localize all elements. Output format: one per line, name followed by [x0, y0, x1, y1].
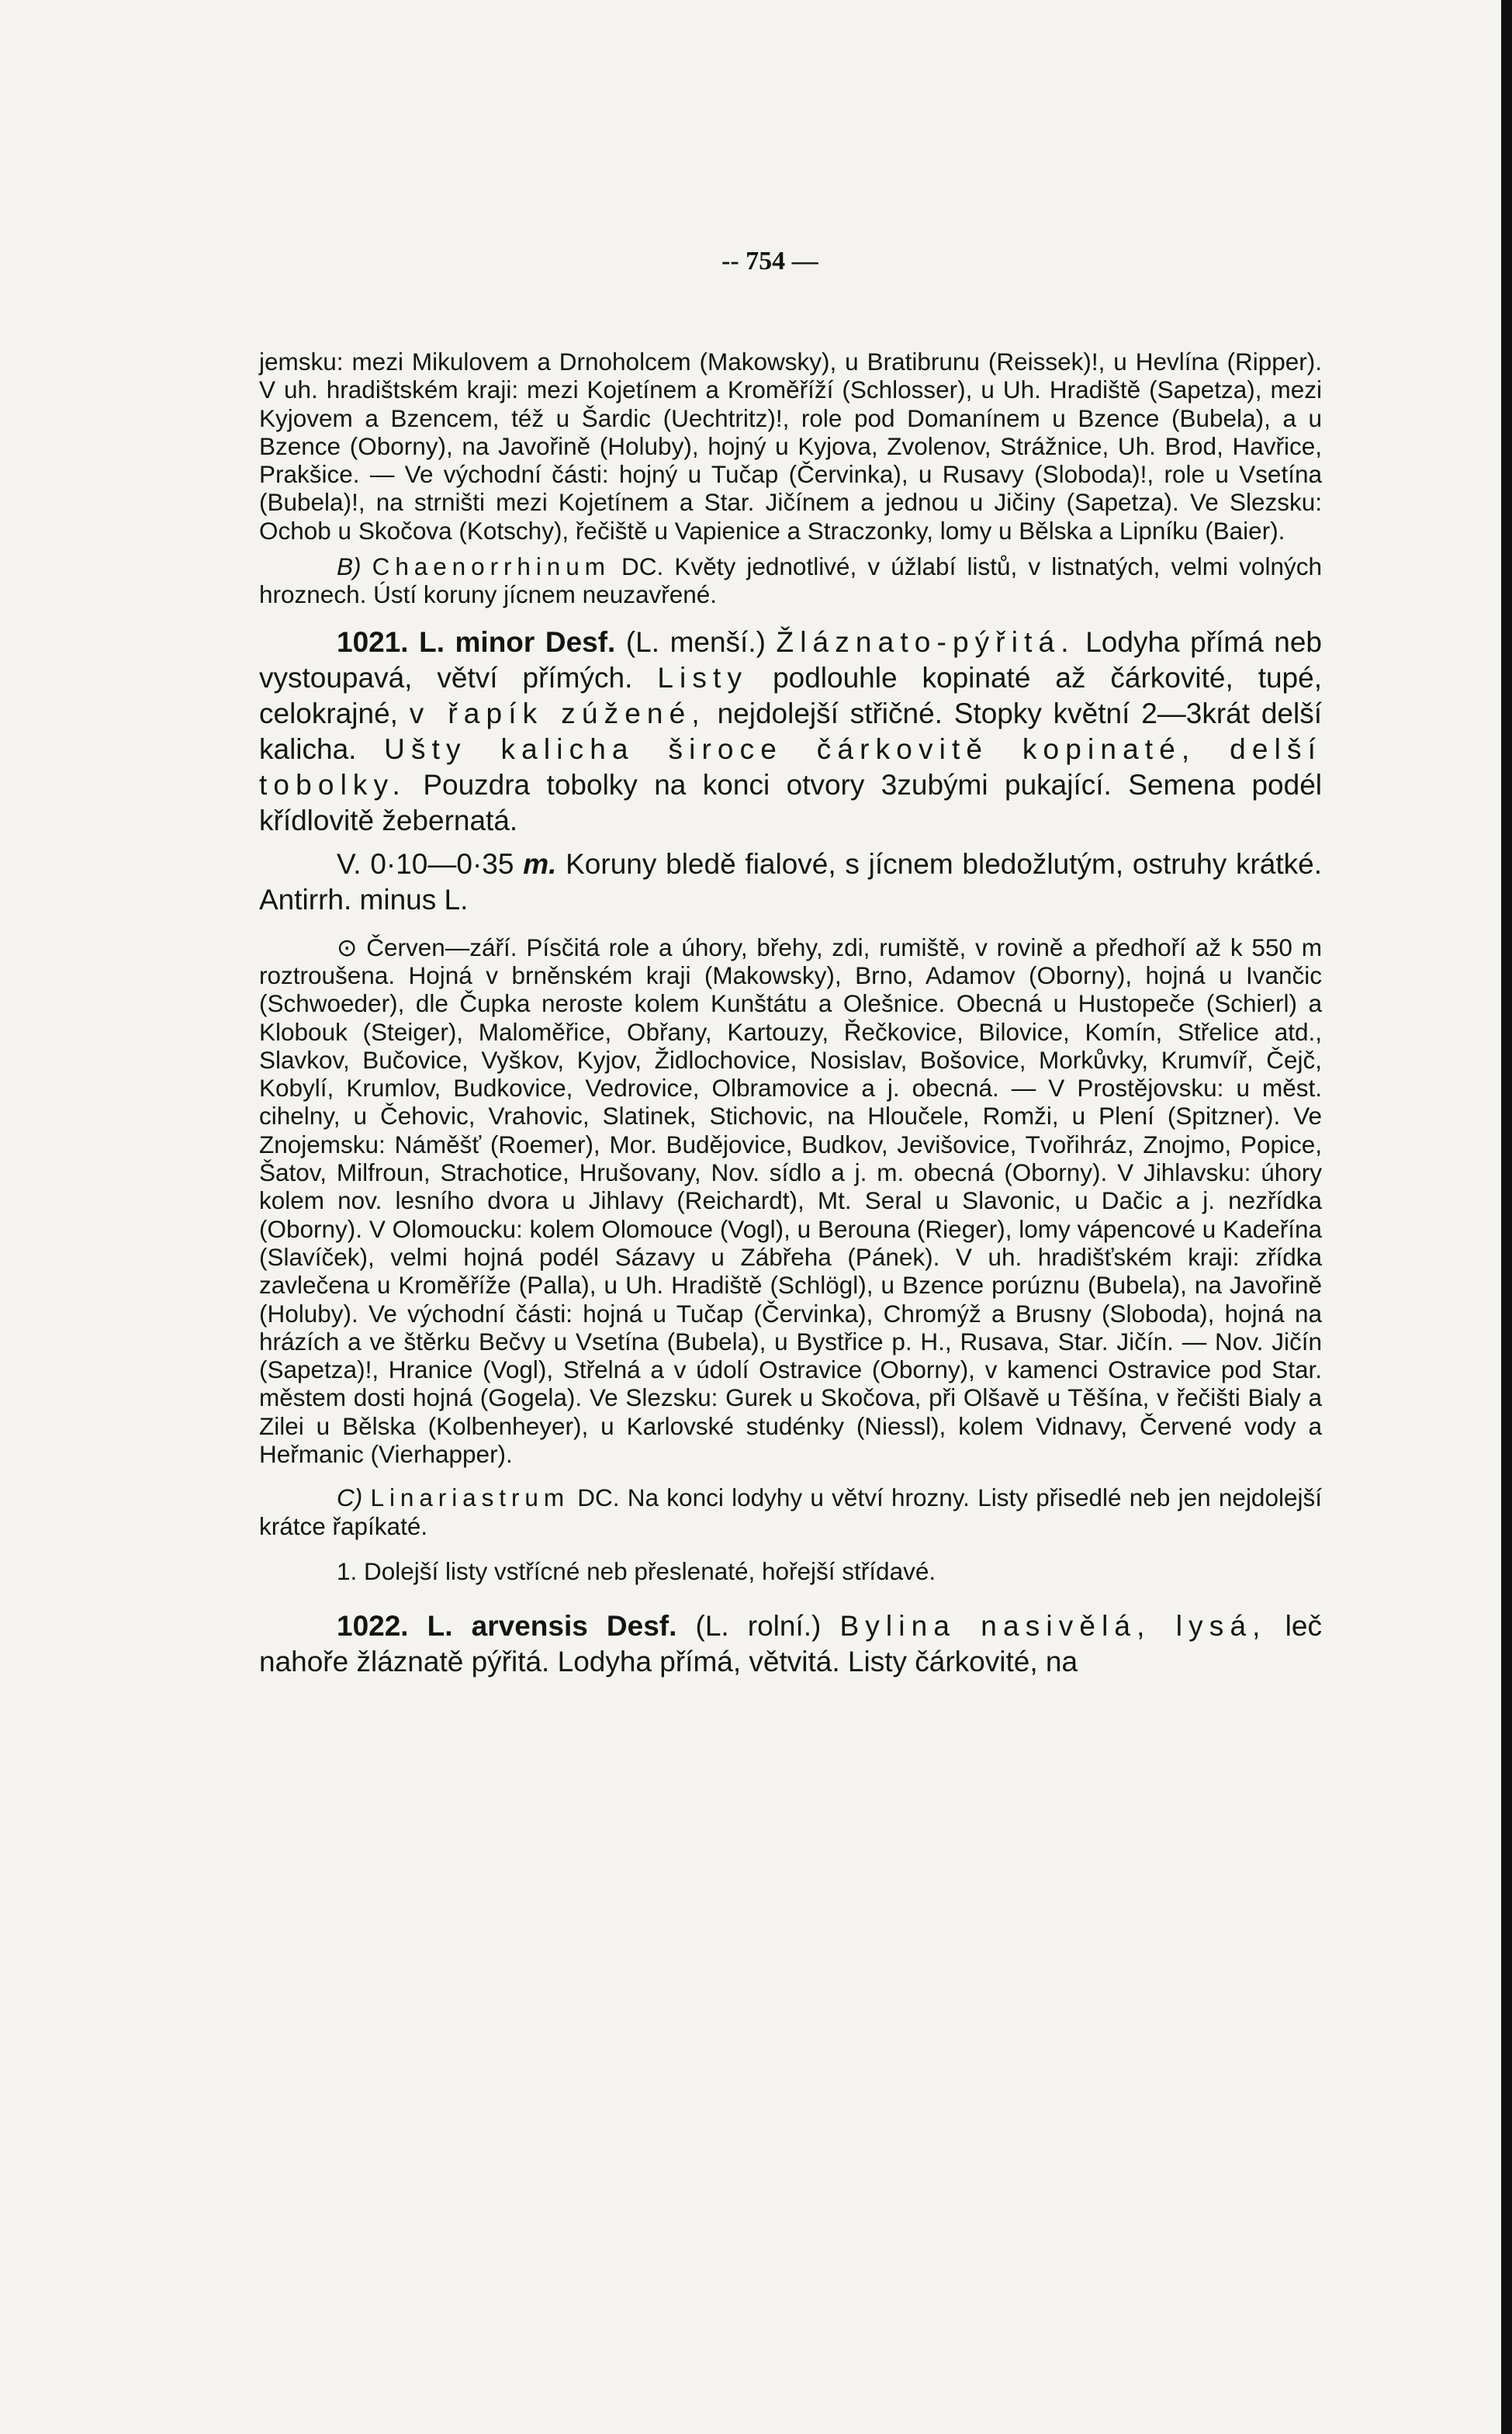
- section-b-name: Chaenorrhinum: [372, 552, 611, 581]
- species-1021-emph-1: Listy: [657, 661, 749, 694]
- species-1021-text-1: Lodyha přímá neb vystoupavá, větví přímých.: [259, 625, 1322, 694]
- distribution-paragraph-continued: jemsku: mezi Mikulovem a Drnoholcem (Makowsky), u Bratibrunu (Reissek)!, u Hevlína (Ripper). V uh. hradištském kraji: mezi Kojetínem a Kroměříží (Schlosser), u Uh. Hradiště (Sapetza), mezi Kyjovem a Bzencem, též u Šardic (Uechtritz)!, role pod Domanínem u Bzence (Bubela), a u Bzence (Oborny), na Javořině (Holuby), hojný u Kyjova, Zvolenov, Strážnice, Uh. Brod, Havřice, Prakšice. — Ve východní části: hojný u Tučap (Červinka), u Rusavy (Sloboda)!, role u Vsetína (Bubela)!, na strništi mezi Kojetínem a Star. Jičínem a jednou u Jičiny (Sapetza). Ve Slezsku: Ochob u Skočova (Kotschy), řečiště u Vapienice a Straczonky, lomy u Bělska a Lipníku (Baier).: [259, 348, 1322, 545]
- section-c-name: Linariastrum: [370, 1484, 569, 1512]
- species-1021-emph-2: v řapík zúžené,: [409, 697, 706, 729]
- size-range: V. 0·10—0·35: [337, 847, 524, 880]
- species-1021-name: minor: [455, 625, 535, 658]
- species-1021-text-2: podlouhle kopinaté až čárkovité, tupé, celokrajné,: [259, 661, 1322, 729]
- page-body: [259, 348, 1322, 1680]
- species-1021-text-4: Pouzdra tobolky na konci otvory 3zubými pukající. Semena podél křídlovitě žebernatá.: [259, 768, 1322, 836]
- species-1022-common: (L. rolní.): [676, 1610, 840, 1643]
- species-1021-common-latin: (L. menší.): [615, 625, 777, 658]
- page-number: -- 754 —: [721, 247, 818, 275]
- species-1021-emph-3: Ušty kalicha široce čárkovitě kopinaté, delší tobolky.: [259, 732, 1322, 801]
- species-1022-emph-1: Bylina nasivělá, lysá,: [839, 1610, 1267, 1643]
- species-1021-author: Desf.: [545, 625, 616, 658]
- section-c-paragraph: [259, 1484, 1322, 1540]
- species-1021-distribution: ⊙ Červen—září. Písčitá role a úhory, břehy, zdi, rumiště, v rovině a předhoří až k 550 m roztroušena. Hojná v brněnském kraji (Makowsky), Brno, Adamov (Oborny), hojná u Ivančic (Schwoeder), dle Čupka neroste kolem Kunštátu a Olešnice. Obecná u Hustopeče (Schierl) a Klobouk (Steiger), Maloměřice, Obřany, Kartouzy, Řečkovice, Bilovice, Komín, Střelice atd., Slavkov, Bučovice, Vyškov, Kyjov, Židlochovice, Nosislav, Bošovice, Morkůvky, Krumvíř, Čejč, Kobylí, Krumlov, Budkovice, Vedrovice, Olbramovice a j. obecná. — V Prostějovsku: u měst. cihelny, u Čehovic, Vrahovic, Slatinek, Stichovic, na Hloučele, Romži, u Plení (Spitzner). Ve Znojemsku: Náměšť (Roemer), Mor. Budějovice, Budkov, Jevišovice, Tvořihráz, Znojmo, Popice, Šatov, Milfroun, Strachotice, Hrušovany, Nov. sídlo a j. m. obecná (Oborny). V Jihlavsku: úhory kolem nov. lesního dvora u Jihlavy (Reichardt), Mt. Seral u Slavonic, u Dačic a j. nezřídka (Oborny). V Olomoucku: kolem Olomouce (Vogl), u Berouna (Rieger), lomy vápencové u Kadeřína (Slavíček), velmi hojná podél Sázavy u Zábřeha (Pánek). V uh. hradišťském kraji: zřídka zavlečena u Kroměříže (Palla), u Uh. Hradiště (Schlögl), u Bzence porúznu (Bubela), na Javořině (Holuby). Ve východní části: hojná u Tučap (Červinka), Chromýž a Brusny (Sloboda), hojná na hrázích a ve štěrku Bečvy u Vsetína (Bubela), u Bystřice p. H., Rusava, Star. Jičín. — Nov. Jičín (Sapetza)!, Hranice (Vogl), Střelná a v údolí Ostravice (Oborny), v kamenci Ostravice pod Star. městem dosti hojná (Gogela). Ve Slezsku: Gurek u Skočova, při Olšavě u Těšína, v řečišti Bialy a Zilei u Bělska (Kolbenheyer), u Karlovské studénky (Niessl), kolem Vidnavy, Červené vody a Heřmanic (Vierhapper).: [259, 933, 1322, 1469]
- species-1021-text-3: nejdolejší střičné. Stopky květní 2—3krát delší kalicha.: [259, 697, 1322, 765]
- species-1022-number: 1022. L.: [337, 1610, 453, 1643]
- size-line-text: Koruny bledě fialové, s jícnem bledožlutým, ostruhy krátké. Antirrh. minus L.: [259, 847, 1322, 916]
- section-b-text: DC. Květy jednotlivé, v úžlabí listů, v listnatých, velmi volných hroznech. Ústí koruny jícnem neuzavřené.: [259, 552, 1322, 609]
- species-1022-text-1: leč nahoře žláznatě pýřitá. Lodyha přímá, větvitá. Listy čárkovité, na: [259, 1610, 1322, 1678]
- species-1022-description: [259, 1608, 1322, 1680]
- species-1022-name: arvensis: [471, 1610, 588, 1643]
- section-b-paragraph: [259, 552, 1322, 609]
- section-c-letter: C): [337, 1484, 363, 1512]
- species-1021-number: 1021. L.: [337, 625, 445, 658]
- size-unit: m.: [523, 847, 557, 880]
- page-edge: [1501, 0, 1512, 2434]
- species-1021-size-line: [259, 847, 1322, 918]
- species-1022-author: Desf.: [606, 1610, 677, 1643]
- species-1021-common-czech: Žláznato-pýřitá.: [776, 625, 1075, 658]
- key-item-1: 1. Dolejší listy vstřícné neb přeslenaté, hořejší střídavé.: [337, 1556, 936, 1585]
- section-b-letter: B): [337, 552, 362, 581]
- species-1021-description: [259, 625, 1322, 839]
- section-c-text: DC. Na konci lodyhy u větví hrozny. Listy přisedlé neb jen nejdolejší krátce řapíkaté.: [259, 1484, 1322, 1540]
